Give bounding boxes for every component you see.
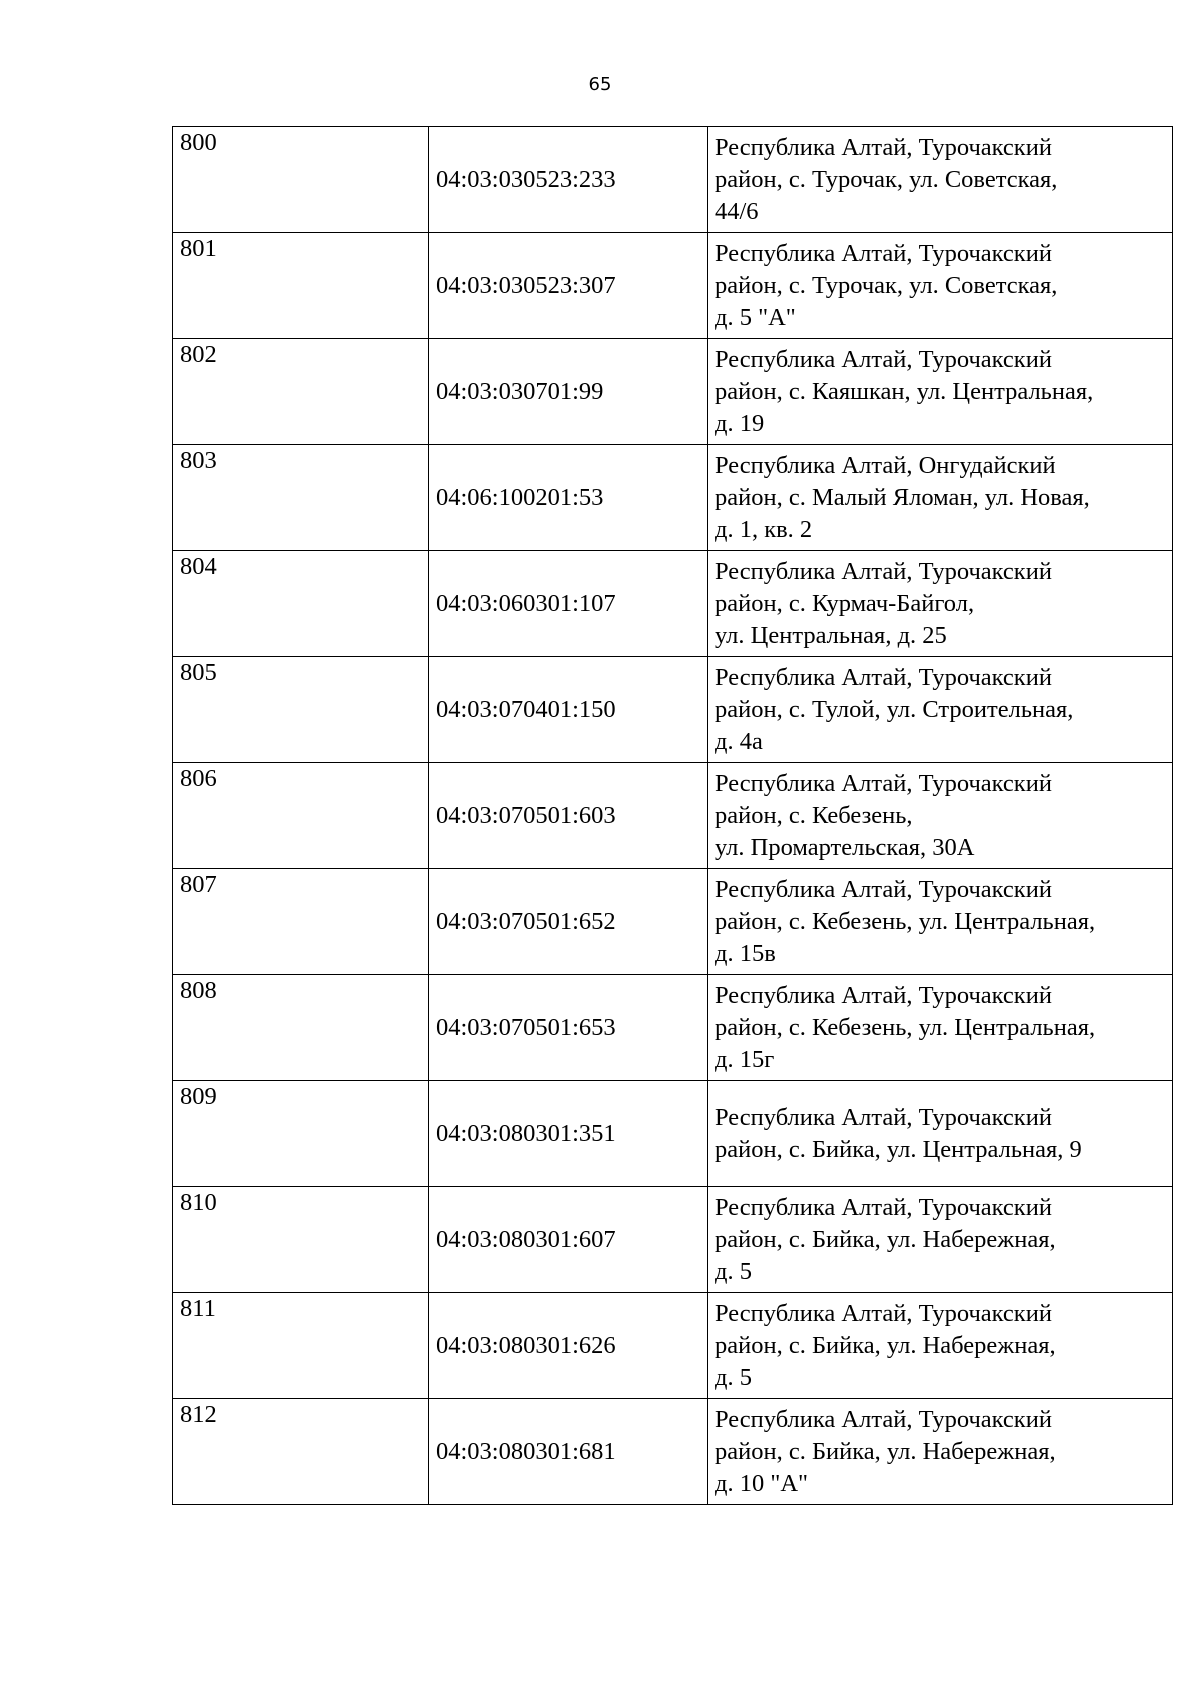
address-cell: Республика Алтай, Турочакский район, с. Каяшкан, ул. Центральная, д. 19 xyxy=(708,339,1173,445)
cadastral-number-cell: 04:03:080301:607 xyxy=(429,1187,708,1293)
table-row xyxy=(173,551,1173,657)
table-row xyxy=(173,339,1173,445)
row-number-cell: 802 xyxy=(173,339,429,445)
row-number-cell: 810 xyxy=(173,1187,429,1293)
cadastral-number-cell: 04:03:070401:150 xyxy=(429,657,708,763)
cadastral-number-cell: 04:03:030523:233 xyxy=(429,127,708,233)
row-number-cell: 807 xyxy=(173,869,429,975)
address-cell: Республика Алтай, Турочакский район, с. Турочак, ул. Советская, 44/6 xyxy=(708,127,1173,233)
cadastral-number-cell: 04:03:070501:603 xyxy=(429,763,708,869)
table-row xyxy=(173,975,1173,1081)
row-number-cell: 805 xyxy=(173,657,429,763)
address-cell: Республика Алтай, Турочакский район, с. Бийка, ул. Набережная, д. 10 "А" xyxy=(708,1399,1173,1505)
cadastral-number-cell: 04:03:080301:351 xyxy=(429,1081,708,1187)
address-cell: Республика Алтай, Онгудайский район, с. Малый Яломан, ул. Новая, д. 1, кв. 2 xyxy=(708,445,1173,551)
records-table xyxy=(172,126,1173,1505)
row-number-cell: 812 xyxy=(173,1399,429,1505)
table-row xyxy=(173,657,1173,763)
table-row xyxy=(173,1293,1173,1399)
row-number-cell: 801 xyxy=(173,233,429,339)
table-row xyxy=(173,869,1173,975)
address-cell: Республика Алтай, Турочакский район, с. Турочак, ул. Советская, д. 5 "А" xyxy=(708,233,1173,339)
cadastral-number-cell: 04:03:080301:681 xyxy=(429,1399,708,1505)
cadastral-number-cell: 04:03:070501:653 xyxy=(429,975,708,1081)
address-cell: Республика Алтай, Турочакский район, с. Кебезень, ул. Центральная, д. 15г xyxy=(708,975,1173,1081)
cadastral-number-cell: 04:03:030523:307 xyxy=(429,233,708,339)
table-row xyxy=(173,1081,1173,1187)
cadastral-number-cell: 04:03:030701:99 xyxy=(429,339,708,445)
address-cell: Республика Алтай, Турочакский район, с. Бийка, ул. Набережная, д. 5 xyxy=(708,1293,1173,1399)
address-cell: Республика Алтай, Турочакский район, с. Курмач-Байгол, ул. Центральная, д. 25 xyxy=(708,551,1173,657)
row-number-cell: 804 xyxy=(173,551,429,657)
records-table-body xyxy=(173,127,1173,1505)
row-number-cell: 811 xyxy=(173,1293,429,1399)
row-number-cell: 803 xyxy=(173,445,429,551)
cadastral-number-cell: 04:03:080301:626 xyxy=(429,1293,708,1399)
table-row xyxy=(173,445,1173,551)
cadastral-number-cell: 04:03:060301:107 xyxy=(429,551,708,657)
address-cell: Республика Алтай, Турочакский район, с. Бийка, ул. Центральная, 9 xyxy=(708,1081,1173,1187)
table-row xyxy=(173,1399,1173,1505)
row-number-cell: 800 xyxy=(173,127,429,233)
page-number: 65 xyxy=(588,74,612,95)
row-number-cell: 809 xyxy=(173,1081,429,1187)
address-cell: Республика Алтай, Турочакский район, с. Тулой, ул. Строительная, д. 4а xyxy=(708,657,1173,763)
cadastral-number-cell: 04:03:070501:652 xyxy=(429,869,708,975)
address-cell: Республика Алтай, Турочакский район, с. Кебезень, ул. Промартельская, 30А xyxy=(708,763,1173,869)
address-cell: Республика Алтай, Турочакский район, с. Бийка, ул. Набережная, д. 5 xyxy=(708,1187,1173,1293)
table-row xyxy=(173,127,1173,233)
cadastral-number-cell: 04:06:100201:53 xyxy=(429,445,708,551)
table-row xyxy=(173,1187,1173,1293)
table-row xyxy=(173,763,1173,869)
address-cell: Республика Алтай, Турочакский район, с. Кебезень, ул. Центральная, д. 15в xyxy=(708,869,1173,975)
table-row xyxy=(173,233,1173,339)
row-number-cell: 806 xyxy=(173,763,429,869)
row-number-cell: 808 xyxy=(173,975,429,1081)
